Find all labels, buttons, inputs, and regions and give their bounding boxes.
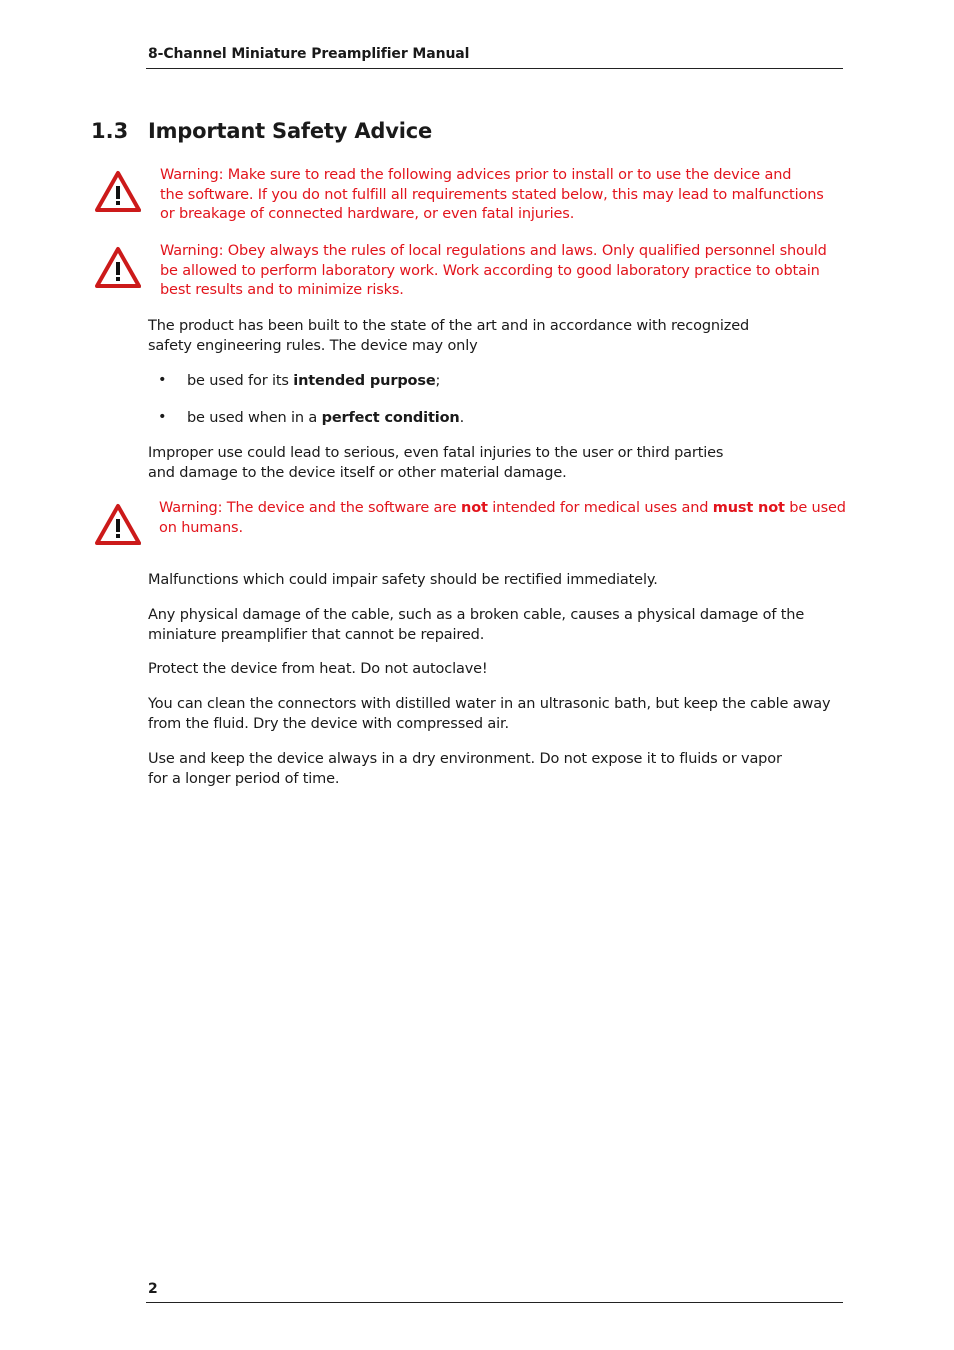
cable-paragraph [148,606,804,645]
header-rule [146,68,843,69]
warning-triangle-icon [95,246,141,288]
bullet-item [187,372,440,392]
warning-1-line: the software. If you do not fulfill all requirements stated below, this may lead to malfunctions [160,186,824,203]
heat-paragraph [148,660,488,680]
warning-3-line [159,499,846,519]
warning-triangle-icon [95,170,141,212]
paragraph-line: for a longer period of time. [148,770,340,787]
bullet-text: . [459,410,465,426]
warning-2-line: best results and to minimize risks. [160,282,404,299]
running-header: 8-Channel Miniature Preamplifier Manual [148,46,470,62]
paragraph-line: safety engineering rules. The device may only [148,337,478,354]
warning-3-text [159,499,846,538]
paragraph-line: and damage to the device itself or other material damage. [148,464,567,481]
paragraph-line: Any physical damage of the cable, such as a broken cable, causes a physical damage of the [148,607,805,623]
bullet-bold-text: perfect condition [321,410,460,426]
warning-bold-text: must not [712,500,785,516]
warning-2-line: be allowed to perform laboratory work. Work according to good laboratory practice to obtain [160,262,820,279]
improper-use-paragraph [148,444,723,483]
paragraph-line: The product has been built to the state of the art and in accordance with recognized [148,318,750,334]
bullet-dot: • [158,372,167,388]
paragraph-line: Malfunctions which could impair safety should be rectified immediately. [148,572,658,588]
footer-rule [146,1302,843,1303]
warning-text: be used [784,500,846,516]
page-number: 2 [148,1281,158,1297]
bullet-dot: • [158,409,167,425]
clean-paragraph [148,695,830,734]
paragraph-line: Protect the device from heat. Do not autoclave! [148,661,488,677]
malfunctions-paragraph [148,571,658,591]
section-number: 1.3 [91,119,129,143]
warning-1-text [160,166,824,225]
warning-bold-text: not [461,500,488,516]
paragraph-line: Improper use could lead to serious, even fatal injuries to the user or third parties [148,445,724,461]
dry-paragraph [148,750,782,789]
paragraph-line: Use and keep the device always in a dry environment. Do not expose it to fluids or vapor [148,751,782,767]
warning-triangle-icon [95,503,141,545]
warning-3-line: on humans. [159,519,243,536]
paragraph-line: from the fluid. Dry the device with compressed air. [148,715,509,732]
bullet-item [187,409,464,429]
warning-1-line: or breakage of connected hardware, or even fatal injuries. [160,206,575,223]
bullet-text: be used when in a [187,410,322,426]
warning-2-text [160,242,827,301]
bullet-bold-text: intended purpose [293,373,436,389]
section-title: Important Safety Advice [148,119,432,143]
warning-1-line: Warning: Make sure to read the following advices prior to install or to use the device and [160,167,792,183]
bullet-text: be used for its [187,373,294,389]
warning-text: Warning: The device and the software are [159,500,462,516]
bullet-text: ; [435,373,441,389]
warning-2-line: Warning: Obey always the rules of local regulations and laws. Only qualified personnel should [160,243,827,259]
warning-text: intended for medical uses and [487,500,713,516]
paragraph-line: miniature preamplifier that cannot be repaired. [148,626,485,643]
intro-paragraph [148,317,749,356]
paragraph-line: You can clean the connectors with distilled water in an ultrasonic bath, but keep the cable away [148,696,831,712]
